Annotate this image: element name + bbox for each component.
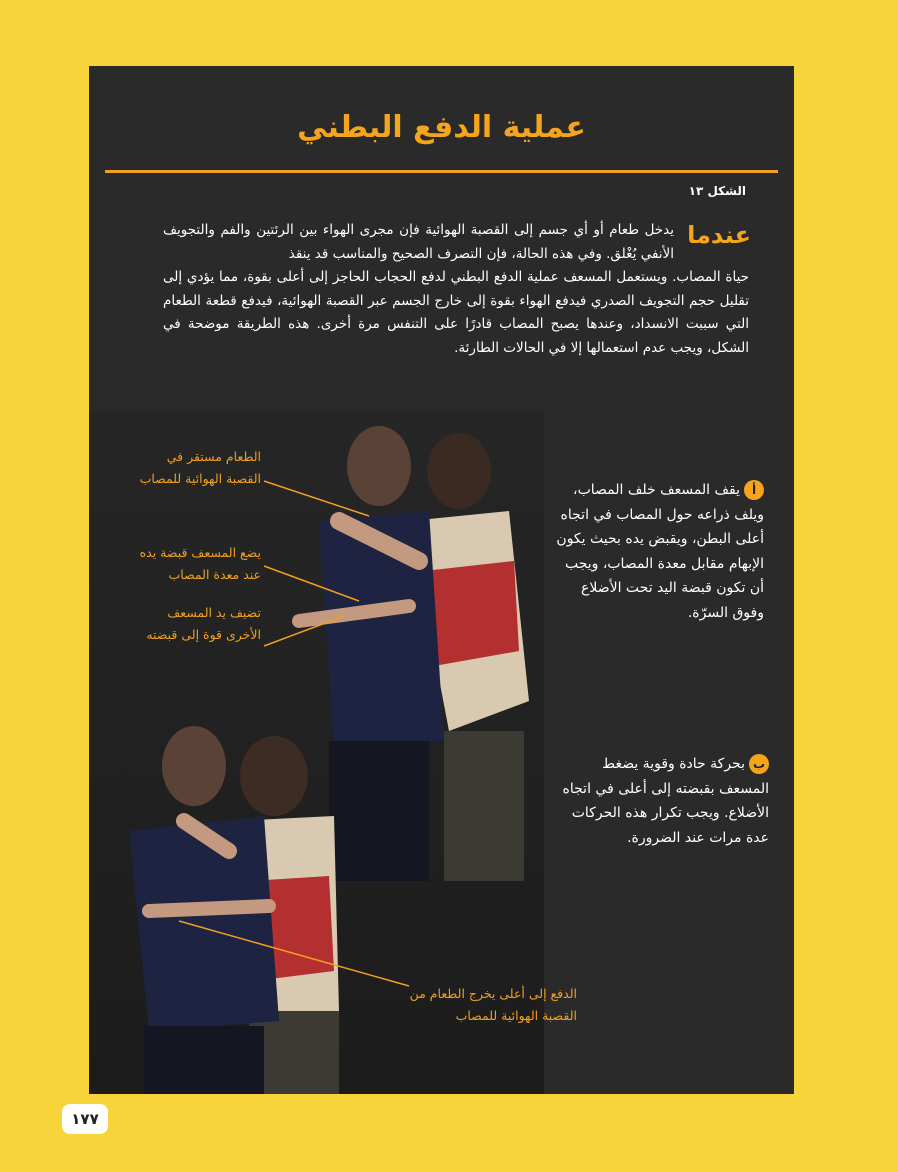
victim-figure-top — [299, 426, 444, 881]
step-b — [559, 752, 769, 850]
content-panel — [89, 66, 794, 1094]
callout-other-hand: تضيف يد المسعف الأخرى قوة إلى قبضته — [146, 605, 261, 642]
callout-push-up: الدفع إلى أعلى يخرج الطعام من القصبة الهوائية للمصاب — [409, 986, 577, 1023]
callout-fist-position: يضع المسعف قبضة يده عند معدة المصاب — [139, 545, 261, 582]
body-paragraph: حياة المصاب. ويستعمل المسعف عملية الدفع البطني لدفع الحجاب الحاجز إلى أعلى بقوة، مما يؤدي إلى تقليل حجم التجويف الصدري فيدفع الهواء بقوة إلى خارج الجسم عبر القصبة الهوائية، فيدفع قطعة الطعام التي سببت الانسداد، وعندها يصبح المصاب قادرًا على التنفس مرة أخرى. هذه الطريقة موضحة في الشكل، ويجب عدم استعمالها إلا في الحالات الطارئة. — [163, 269, 749, 356]
step-b-text: بحركة حادة وقوية يضغط المسعف بقبضته إلى أعلى في اتجاه الأضلاع. ويجب تكرار هذه الحركات عدة مرات عند الضرورة. — [562, 756, 769, 846]
step-a-badge: أ — [744, 480, 764, 500]
intro-paragraph: يدخل طعام أو أي جسم إلى القصبة الهوائية فإن مجرى الهواء بين الرئتين والفم والتجويف الأنفي يُغْلق. وفي هذه الحالة، فإن التصرف الصحيح والمناسب قد ينقذ — [163, 222, 674, 262]
page-title: عملية الدفع البطني — [297, 110, 586, 145]
lead-word: عندما — [687, 221, 751, 249]
figure-label: الشكل ١٣ — [688, 184, 746, 198]
page-number: ١٧٧ — [62, 1104, 108, 1134]
step-a — [554, 478, 764, 625]
title-divider — [105, 170, 778, 173]
step-b-badge: ب — [749, 754, 769, 774]
callout-food-stuck: الطعام مستقر في القصبة الهوائية للمصاب — [139, 449, 261, 486]
step-a-text: يقف المسعف خلف المصاب، ويلف ذراعه حول المصاب في اتجاه أعلى البطن، ويقبض يده بحيث يكون الإبهام مقابل معدة المصاب، ويجب أن تكون قبضة اليد تحت الأضلاع وفوق السرّة. — [556, 482, 764, 621]
